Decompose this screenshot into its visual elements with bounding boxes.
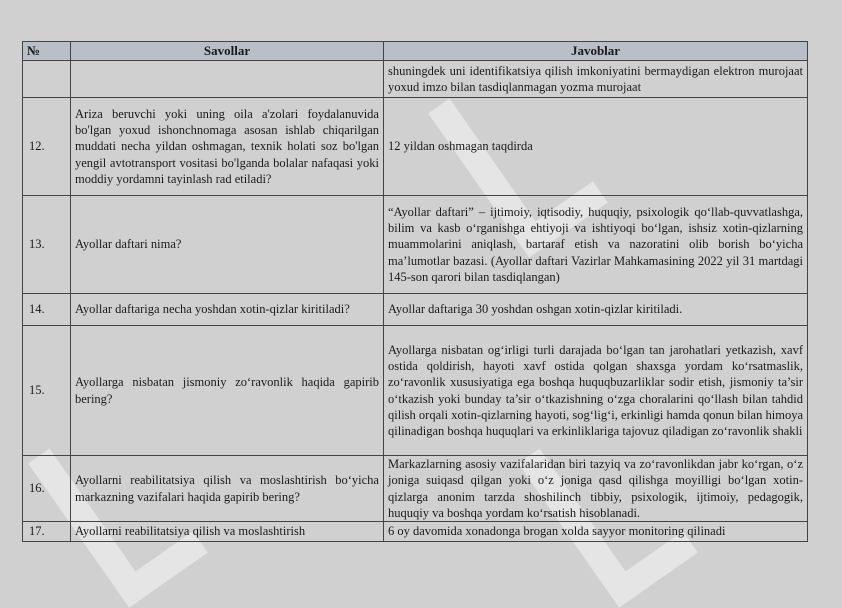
row-question: Ayollarni reabilitatsiya qilish va moslashtirish <box>71 522 384 542</box>
row-number: 17. <box>23 522 71 542</box>
row-number: 14. <box>23 294 71 326</box>
row-answer: “Ayollar daftari” – ijtimoiy, iqtisodiy, huquqiy, psixologik qo‘llab-quvvatlashga, bilim va kasb o‘rganishga ehtiyoji va ishtiyoqi bo‘lgan, ishsiz xotin-qizlarning muammolarini aniqlash, bartaraf etish va nazoratini olib borish bo‘yicha ma’lumotlar bazasi. (Ayollar daftari Vazirlar Mahkamasining 2022 yil 31 martdagi 145-son qarori bilan tasdiqlangan) <box>384 196 808 294</box>
row-question: Ariza beruvchi yoki uning oila a'zolari foydalanuvida bo'lgan yoxud ishonchnomaga asosan ishlab chiqarilgan muddati necha yildan oshmagan, texnik holati soz bo'lgan yengil avtotransport vositasi bo'lganda bolalar nafaqasi yoki moddiy yordamni tayinlash rad etiladi? <box>71 98 384 196</box>
table-row <box>23 61 808 98</box>
table-row <box>23 294 808 326</box>
row-question <box>71 61 384 98</box>
row-answer: Markazlarning asosiy vazifalaridan biri tazyiq va zo‘ravonlikdan jabr ko‘rgan, o‘z joniga suiqasd qilgan yoki o‘z joniga qasd qilishga moyilligi bo‘lgan xotin-qizlarga anonim tarzda shoshilinch tibbiy, psixologik, ijtimoiy, pedagogik, huquqiy va boshqa yordam ko‘rsatish hisoblanadi. <box>384 456 808 522</box>
row-answer: 6 oy davomida xonadonga brogan xolda sayyor monitoring qilinadi <box>384 522 808 542</box>
row-number <box>23 61 71 98</box>
qa-table <box>22 41 808 542</box>
row-question: Ayollar daftari nima? <box>71 196 384 294</box>
header-number: № <box>23 42 71 61</box>
table-row <box>23 196 808 294</box>
row-answer: Ayollarga nisbatan og‘irligi turli darajada bo‘lgan tan jarohatlari yetkazish, xavf ostida qoldirish, hayoti xavf ostida qolgan shaxsga yordam ko‘rsatmaslik, zo‘ravonlik xususiyatiga ega boshqa huquqbuzarliklar sodir etish, jismoniy ta’sir o‘tkazish yoki bunday ta’sir o‘tkazishning o‘zga choralarini qo‘llash bilan tahdid qilish orqali xotin-qizlarning hayoti, sog‘lig‘i, erkinligi hamda qonun bilan himoya qilinadigan boshqa huquqlari va erkinliklariga tajovuz qiladigan zo‘ravonlik shakli <box>384 326 808 456</box>
header-questions: Savollar <box>71 42 384 61</box>
row-number: 16. <box>23 456 71 522</box>
table-row <box>23 456 808 522</box>
row-question: Ayollarga nisbatan jismoniy zo‘ravonlik haqida gapirib bering? <box>71 326 384 456</box>
table-header-row <box>23 42 808 61</box>
row-question: Ayollar daftariga necha yoshdan xotin-qizlar kiritiladi? <box>71 294 384 326</box>
header-answers: Javoblar <box>384 42 808 61</box>
row-question: Ayollarni reabilitatsiya qilish va moslashtirish bo‘yicha markazning vazifalari haqida gapirib bering? <box>71 456 384 522</box>
table-row <box>23 98 808 196</box>
table-row <box>23 522 808 542</box>
row-number: 12. <box>23 98 71 196</box>
row-number: 15. <box>23 326 71 456</box>
row-answer: 12 yildan oshmagan taqdirda <box>384 98 808 196</box>
row-answer: shuningdek uni identifikatsiya qilish imkoniyatini bermaydigan elektron murojaat yoxud imzo bilan tasdiqlanmagan yozma murojaat <box>384 61 808 98</box>
row-answer: Ayollar daftariga 30 yoshdan oshgan xotin-qizlar kiritiladi. <box>384 294 808 326</box>
row-number: 13. <box>23 196 71 294</box>
table-row <box>23 326 808 456</box>
